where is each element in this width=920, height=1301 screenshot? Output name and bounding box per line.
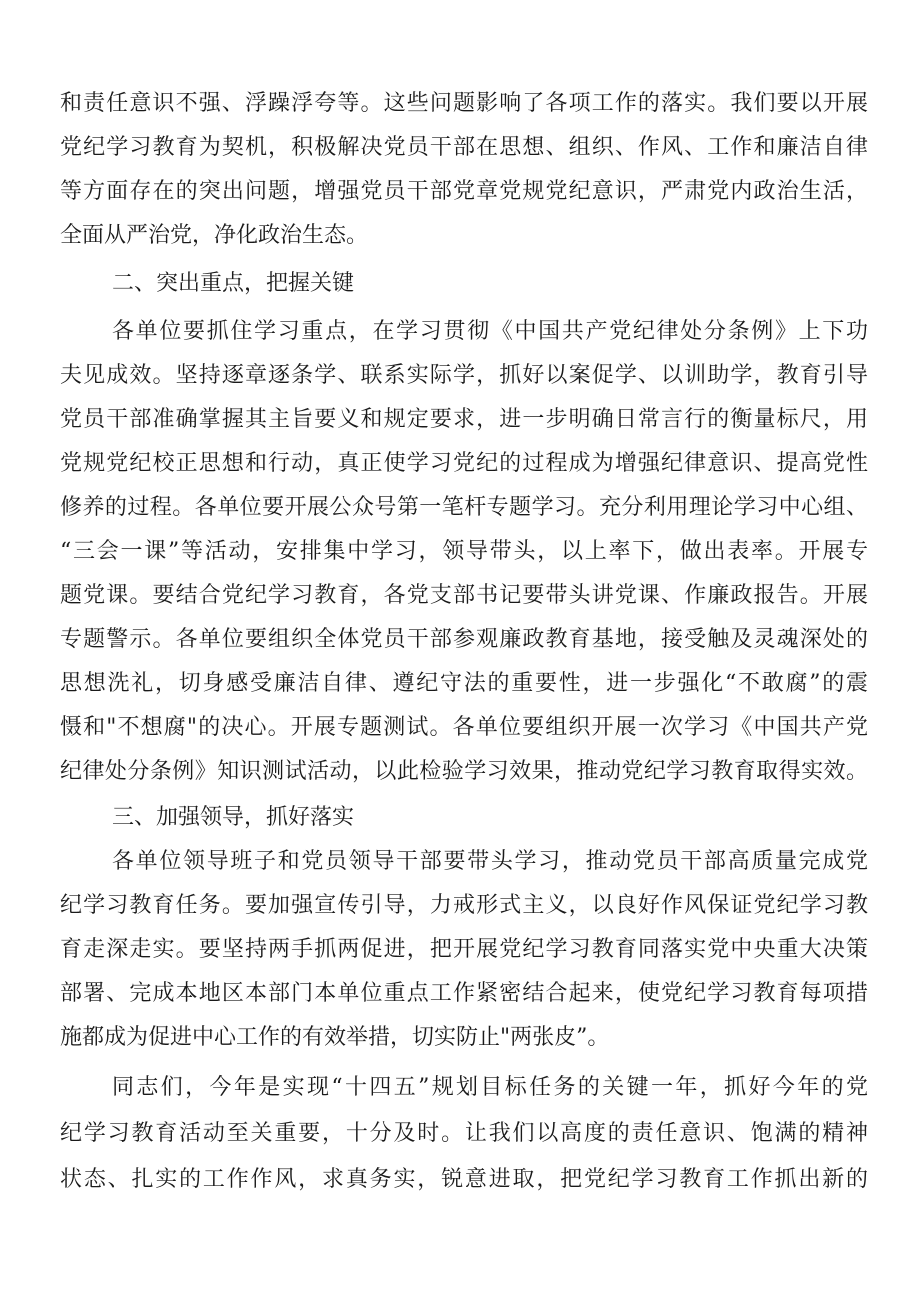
body-line: 部署、完成本地区本部门本单位重点工作紧密结合起来，使党纪学习教育每项措 [60,981,868,1006]
section-heading: 二、突出重点，把握关键 [112,271,355,296]
section-heading: 三、加强领导，抓好落实 [112,805,355,830]
body-line: 思想洗礼，切身感受廉洁自律、遵纪守法的重要性，进一步强化“不敢腐”的震 [60,671,868,696]
body-line: 党规党纪校正思想和行动，真正使学习党纪的过程成为增强纪律意识、提高党性 [60,451,868,476]
body-line: 纪学习教育活动至关重要，十分及时。让我们以高度的责任意识、饱满的精神 [60,1121,868,1146]
body-line: 施都成为促进中心工作的有效举措，切实防止"两张皮”。 [60,1025,610,1050]
body-line: 纪律处分条例》知识测试活动，以此检验学习效果，推动党纪学习教育取得实效。 [60,759,868,784]
body-line: 党员干部准确掌握其主旨要义和规定要求，进一步明确日常言行的衡量标尺，用 [60,407,868,432]
body-line: 各单位领导班子和党员领导干部要带头学习，推动党员干部高质量完成党 [112,849,868,874]
body-line: 全面从严治党，净化政治生态。 [60,223,369,248]
body-line: 慑和"不想腐"的决心。开展专题测试。各单位要组织开展一次学习《中国共产党 [60,715,868,740]
body-line: 党纪学习教育为契机，积极解决党员干部在思想、组织、作风、工作和廉洁自律 [60,135,868,160]
body-line: 夫见成效。坚持逐章逐条学、联系实际学，抓好以案促学、以训助学，教育引导 [60,363,868,388]
body-line: 纪学习教育任务。要加强宣传引导，力戒形式主义，以良好作风保证党纪学习教 [60,893,868,918]
body-line: 等方面存在的突出问题，增强党员干部党章党规党纪意识，严肃党内政治生活， [60,179,868,204]
body-line: 状态、扎实的工作作风，求真务实，锐意进取，把党纪学习教育工作抓出新的 [60,1167,868,1192]
body-line: 和责任意识不强、浮躁浮夸等。这些问题影响了各项工作的落实。我们要以开展 [60,91,868,116]
body-line: 同志们，今年是实现“十四五”规划目标任务的关键一年，抓好今年的党 [112,1075,868,1100]
body-line: 专题警示。各单位要组织全体党员干部参观廉政教育基地，接受触及灵魂深处的 [60,627,868,652]
body-line: “三会一课”等活动，安排集中学习，领导带头，以上率下，做出表率。开展专 [60,539,868,564]
body-line: 育走深走实。要坚持两手抓两促进，把开展党纪学习教育同落实党中央重大决策 [60,937,868,962]
body-line: 修养的过程。各单位要开展公众号第一笔杆专题学习。充分利用理论学习中心组、 [60,495,868,520]
body-line: 各单位要抓住学习重点，在学习贯彻《中国共产党纪律处分条例》上下功 [112,319,868,344]
body-line: 题党课。要结合党纪学习教育，各党支部书记要带头讲党课、作廉政报告。开展 [60,583,868,608]
